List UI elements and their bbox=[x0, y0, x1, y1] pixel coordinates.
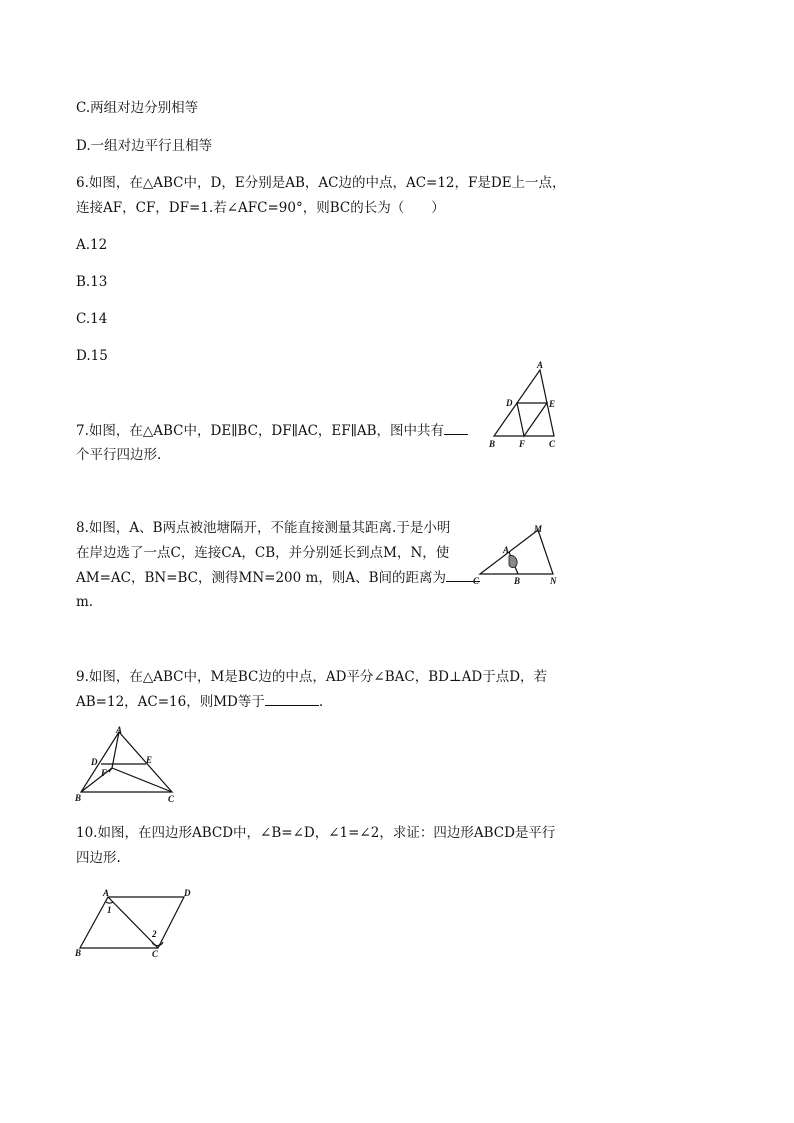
label-f: F bbox=[101, 768, 108, 778]
q9-text: AB=12，AC=16，则MD等于 bbox=[76, 694, 265, 710]
q9-text-line1: 9.如图，在△ABC中，M是BC边的中点，AD平分∠BAC，BD⊥AD于点D，若 bbox=[76, 669, 548, 685]
angle-1-arc bbox=[106, 902, 113, 903]
label-n: N bbox=[550, 576, 557, 586]
label-m: M bbox=[534, 524, 543, 534]
diagonal-ac bbox=[108, 897, 158, 948]
label-d: D bbox=[184, 888, 191, 898]
q8-text-line2: 在岸边选了一点C，连接CA，CB，并分别延长到点M，N，使 bbox=[76, 545, 450, 561]
q10-text-line1: 10.如图，在四边形ABCD中，∠B=∠D，∠1=∠2，求证：四边形ABCD是平行 bbox=[76, 825, 556, 841]
label-d: D bbox=[91, 757, 98, 767]
label-c: C bbox=[549, 439, 556, 449]
q7-text: 7.如图，在△ABC中，DE∥BC，DF∥AC，EF∥AB，图中共有 bbox=[76, 423, 445, 439]
label-d: D bbox=[506, 398, 513, 408]
q8-text-line4: m. bbox=[76, 594, 94, 610]
q10-text-line2: 四边形. bbox=[76, 850, 121, 866]
q7-text-line1 bbox=[76, 422, 468, 440]
q10-figure bbox=[72, 886, 202, 961]
q9-figure bbox=[74, 726, 184, 811]
option-d: D.一组对边平行且相等 bbox=[76, 138, 213, 154]
label-b: B bbox=[75, 948, 82, 958]
q6-option-c: C.14 bbox=[76, 311, 108, 327]
label-a: A bbox=[103, 888, 110, 898]
q6-text-line1: 6.如图，在△ABC中，D，E分别是AB，AC边的中点，AC=12，F是DE上一点， bbox=[76, 175, 566, 191]
label-b: B bbox=[75, 793, 82, 803]
answer-blank bbox=[444, 422, 468, 435]
inner-lines bbox=[517, 403, 547, 436]
answer-blank bbox=[265, 693, 319, 706]
angle-1-label: 1 bbox=[107, 905, 112, 915]
q8-text-line1: 8.如图，A、B两点被池塘隔开，不能直接测量其距离.于是小明 bbox=[76, 520, 451, 536]
label-c: C bbox=[152, 949, 159, 959]
segment-dc bbox=[112, 768, 172, 792]
q8-text: AM=AC，BN=BC，测得MN=200 m，则A、B间的距离为 bbox=[76, 570, 446, 586]
angle-2-label: 2 bbox=[152, 929, 157, 939]
label-f: F bbox=[519, 439, 526, 449]
label-e: E bbox=[146, 755, 153, 765]
label-c: C bbox=[473, 576, 480, 586]
parallelogram-abcd bbox=[80, 897, 184, 948]
q9-text-line2 bbox=[76, 693, 323, 711]
pond-shape bbox=[509, 555, 517, 567]
q7-figure bbox=[486, 360, 566, 450]
segment-bd bbox=[81, 768, 112, 792]
label-e: E bbox=[549, 399, 556, 409]
q6-text-line2: 连接AF，CF，DF=1.若∠AFC=90°，则BC的长为（ ） bbox=[76, 200, 445, 216]
q6-option-d: D.15 bbox=[76, 348, 108, 364]
q6-option-b: B.13 bbox=[76, 274, 108, 290]
option-c: C.两组对边分别相等 bbox=[76, 100, 199, 116]
triangle-cmn bbox=[480, 530, 553, 574]
q7-text-line2: 个平行四边形. bbox=[76, 447, 162, 463]
label-b: B bbox=[489, 439, 496, 449]
q8-text-line3 bbox=[76, 569, 480, 587]
q6-option-a: A.12 bbox=[76, 237, 108, 253]
label-b: B bbox=[514, 576, 521, 586]
label-c: C bbox=[168, 794, 175, 804]
q8-figure bbox=[470, 522, 570, 587]
q9-text-end: . bbox=[318, 694, 324, 710]
label-a: A bbox=[503, 545, 510, 555]
label-a: A bbox=[537, 360, 544, 370]
label-a: A bbox=[116, 725, 123, 735]
